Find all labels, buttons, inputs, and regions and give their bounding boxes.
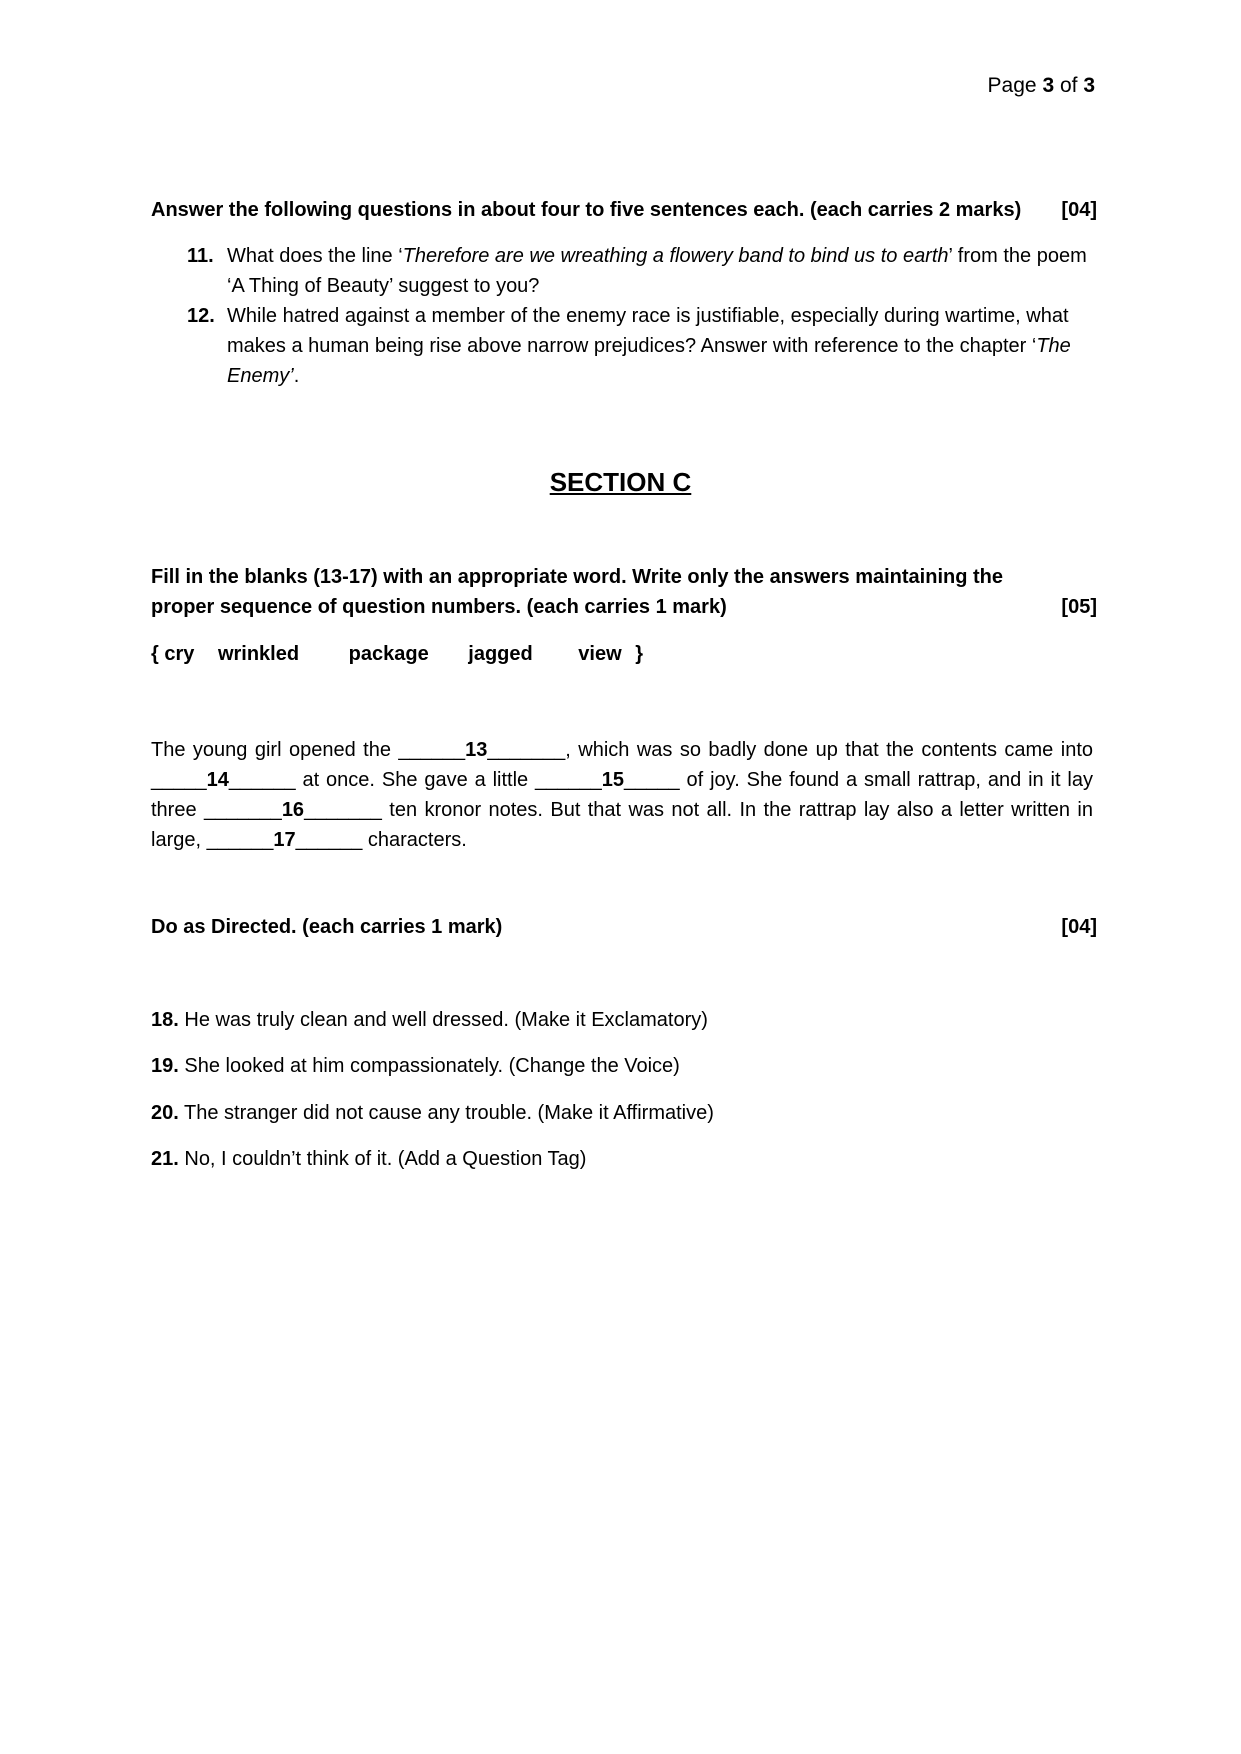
marks-label: [04] — [1061, 199, 1097, 221]
fill-blanks-instruction: Fill in the blanks (13-17) with an appropriate word. Write only the answers maintaining the proper sequence of question numbers. (each carries 1 mark) [05] — [151, 562, 1097, 622]
question-18: 18. He was truly clean and well dressed. (Make it Exclamatory) — [151, 1009, 708, 1031]
question-21: 21. No, I couldn’t think of it. (Add a Question Tag) — [151, 1148, 587, 1170]
question-12: 12. While hatred against a member of the enemy race is justifiable, especially during wartime, what makes a human being rise above narrow prejudices? Answer with reference to the chapter ‘The Enemy’. — [187, 305, 1071, 387]
marks-label: [05] — [1061, 596, 1097, 618]
page-number: Page 3 of 3 — [987, 74, 1095, 97]
question-19: 19. She looked at him compassionately. (Change the Voice) — [151, 1055, 680, 1077]
do-as-directed-instruction: Do as Directed. (each carries 1 mark) [04] — [151, 912, 1097, 942]
question-11: 11. What does the line ‘Therefore are we wreathing a flowery band to bind us to earth’ from the poem ‘A Thing of Beauty’ suggest to you? — [187, 245, 1087, 297]
question-20: 20. The stranger did not cause any trouble. (Make it Affirmative) — [151, 1102, 714, 1124]
word-box: { cry wrinkled package jagged view } — [151, 643, 643, 665]
section-title: SECTION C — [549, 467, 692, 497]
cloze-passage: The young girl opened the ______13_______, which was so badly done up that the contents came into _____14______ at once. She gave a little ______15_____ of joy. She found a small rattrap, and in it lay three _______16_______ ten kronor notes. But that was not all. In the rattrap lay also a letter written in large, ______17______ characters. — [151, 739, 1093, 851]
short-answer-instruction: Answer the following questions in about four to five sentences each. (each carries 2 marks) [04] — [151, 195, 1097, 225]
marks-label: [04] — [1061, 916, 1097, 938]
